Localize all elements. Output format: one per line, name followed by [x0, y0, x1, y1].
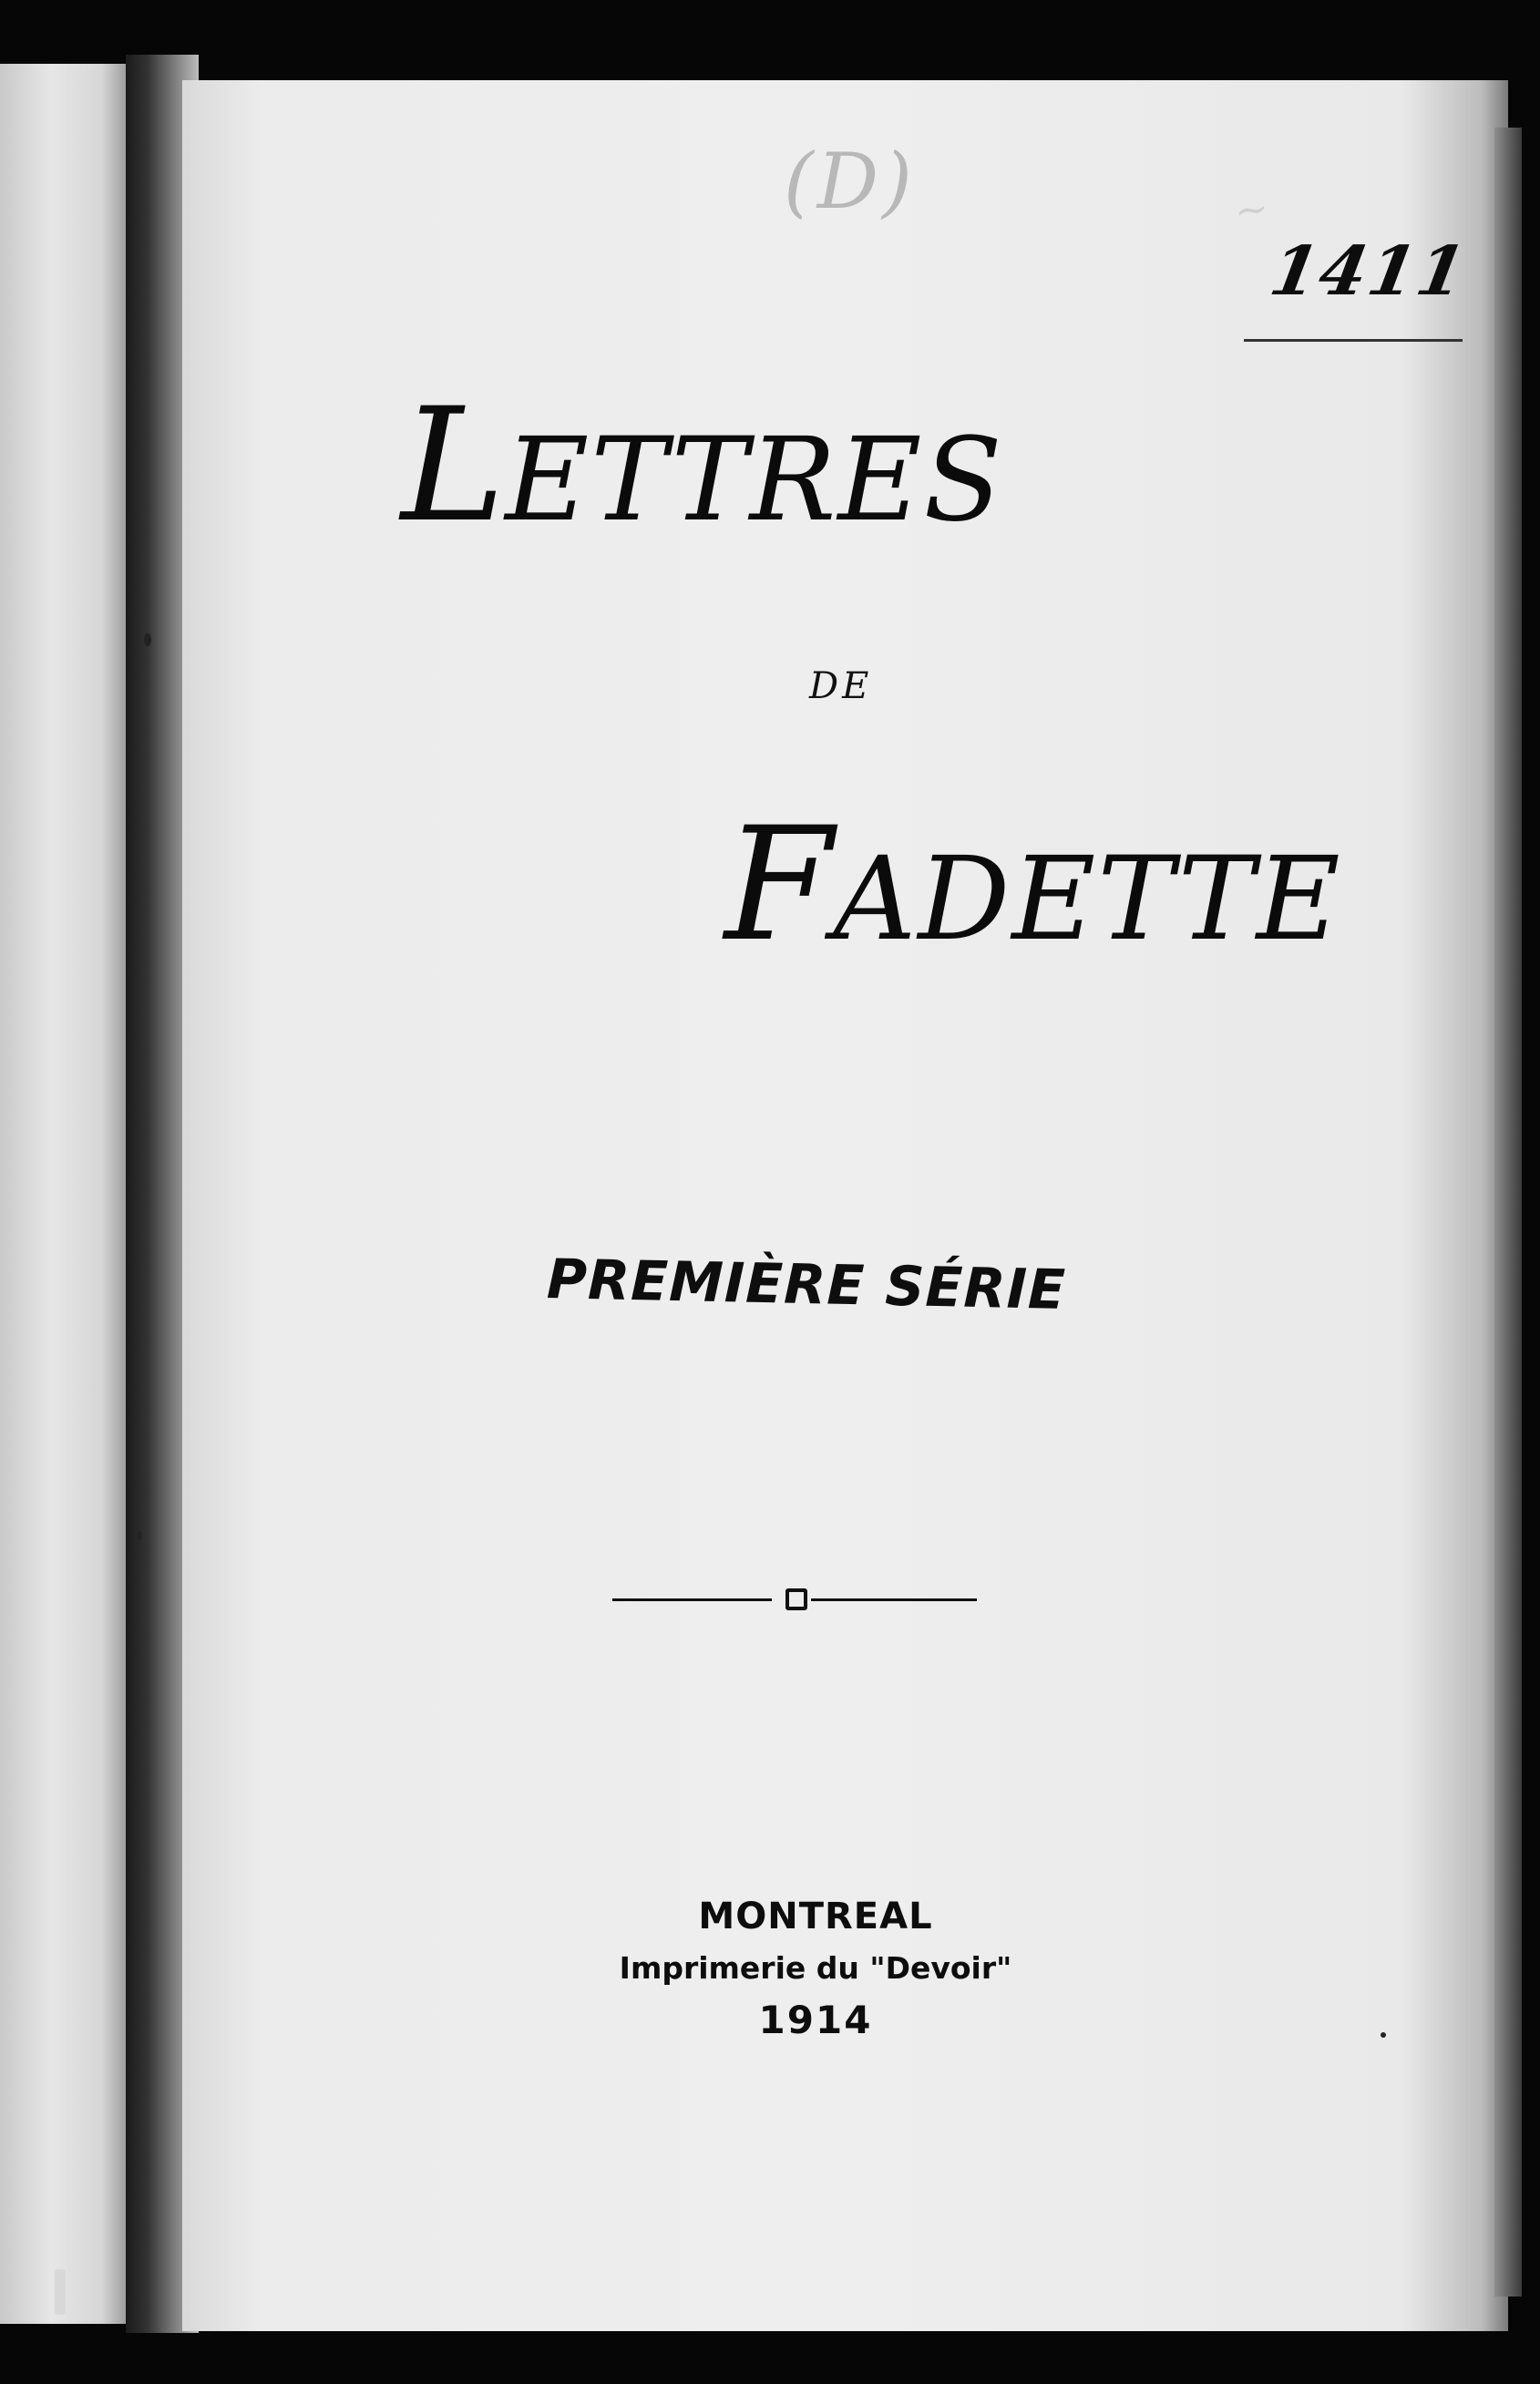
series-label: PREMIÈRE SÉRIE [546, 1248, 1067, 1322]
imprint-year: 1914 [758, 1998, 873, 2042]
ornament-left-line [612, 1598, 772, 1601]
ornament-right-line [811, 1598, 977, 1601]
title-line-fadette [724, 793, 1342, 976]
imprint-printer: Imprimerie du "Devoir" [619, 1950, 1012, 1986]
title-rest-adette: ADETTE [833, 832, 1342, 966]
title-rest-ettres: ETTRES [505, 413, 1004, 547]
right-page-edge [1494, 128, 1522, 2297]
speck [1381, 2032, 1386, 2038]
speck [55, 2269, 66, 2315]
speck [144, 633, 151, 646]
previous-leaf-edge [0, 64, 128, 2324]
faint-pencil-scribble: ~ [1231, 184, 1272, 236]
title-initial-f: F [724, 793, 834, 976]
ornamental-rule [612, 1586, 977, 1613]
handwritten-shelf-number: 1411 [1264, 232, 1473, 311]
pencil-annotation: (D) [784, 137, 916, 226]
title-line-lettres [401, 374, 1004, 557]
ornament-square-icon [785, 1588, 807, 1610]
shelf-number-underline [1244, 339, 1463, 342]
title-connector-de: DE [809, 665, 873, 707]
imprint-city: MONTREAL [698, 1896, 933, 1937]
title-initial-l: L [401, 374, 506, 557]
speck [137, 1531, 142, 1540]
